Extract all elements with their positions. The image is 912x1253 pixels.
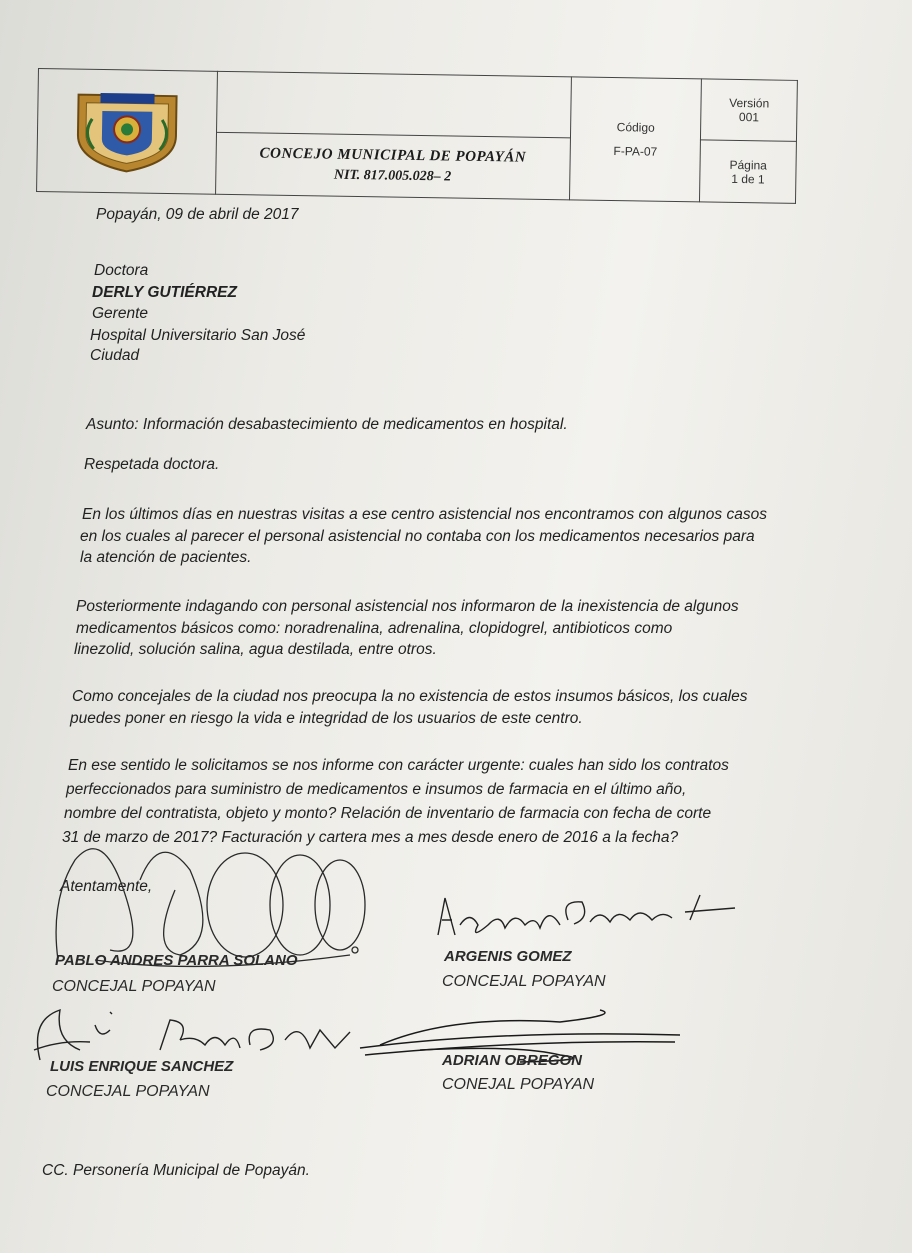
signatory-role: CONCEJAL POPAYAN — [52, 978, 216, 995]
signatory-role: CONCEJAL POPAYAN — [46, 1083, 210, 1100]
paragraph3-line: Como concejales de la ciudad nos preocupa la no existencia de estos insumos básicos, los cuales — [72, 688, 748, 705]
paragraph4-line: En ese sentido le solicitamos se nos informe con carácter urgente: cuales han sido los contratos — [68, 757, 729, 774]
code-value: F-PA-07 — [613, 144, 658, 159]
recipient-institution: Hospital Universitario San José — [90, 327, 306, 344]
signatory-name: ARGENIS GOMEZ — [444, 948, 572, 965]
logo-cell — [37, 69, 217, 195]
carbon-copy: CC. Personería Municipal de Popayán. — [42, 1162, 310, 1179]
paragraph2-line: Posteriormente indagando con personal asistencial nos informaron de la inexistencia de algunos — [76, 598, 739, 615]
version-label: Versión — [729, 95, 770, 111]
letter-closing: Atentamente, — [60, 878, 153, 895]
title-cell — [215, 132, 570, 200]
signature-pablo — [56, 849, 365, 967]
code-label: Código — [616, 120, 655, 135]
paragraph1-line: la atención de pacientes. — [80, 549, 252, 566]
recipient-name: DERLY GUTIÉRREZ — [92, 284, 237, 301]
paragraph4-line: perfeccionados para suministro de medicamentos e insumos de farmacia en el último año, — [66, 781, 687, 798]
page-cell — [700, 140, 797, 203]
paragraph1-line: en los cuales al parecer el personal asistencial no contaba con los medicamentos necesarios para — [80, 528, 755, 545]
signatory-name: PABLO ANDRES PARRA SOLANO — [55, 952, 298, 969]
signature-luis — [34, 1010, 350, 1060]
code-cell — [569, 77, 701, 202]
recipient-position: Gerente — [92, 305, 149, 322]
version-value: 001 — [738, 110, 760, 125]
letter-subject: Asunto: Información desabastecimiento de medicamentos en hospital. — [86, 416, 568, 433]
paragraph2-line: medicamentos básicos como: noradrenalina, adrenalina, clopidogrel, antibioticos como — [76, 620, 673, 637]
signatory-name: ADRIAN OBREGON — [442, 1052, 583, 1069]
page-label: Página — [729, 157, 768, 172]
paragraph1-line: En los últimos días en nuestras visitas a ese centro asistencial nos encontramos con algunos casos — [82, 506, 767, 523]
paragraph4-line: nombre del contratista, objeto y monto? Relación de inventario de farmacia con fecha de corte — [64, 805, 712, 822]
recipient-city: Ciudad — [90, 347, 140, 364]
letter-salutation: Respetada doctora. — [84, 456, 220, 473]
signatory-role: CONEJAL POPAYAN — [442, 1076, 595, 1093]
letter-date: Popayán, 09 de abril de 2017 — [96, 206, 299, 223]
version-cell — [701, 79, 798, 141]
document-header — [36, 68, 798, 208]
signatory-role: CONCEJAL POPAYAN — [442, 973, 606, 990]
recipient-title: Doctora — [94, 262, 149, 279]
concejo-logo — [71, 89, 182, 175]
signature-argenis — [438, 895, 735, 935]
signatory-name: LUIS ENRIQUE SANCHEZ — [50, 1058, 234, 1075]
organization-name: CONCEJO MUNICIPAL DE POPAYÁN — [259, 145, 527, 166]
paragraph3-line: puedes poner en riesgo la vida e integridad de los usuarios de este centro. — [70, 710, 583, 727]
paragraph4-line: 31 de marzo de 2017? Facturación y cartera mes a mes desde enero de 2016 a la fecha? — [62, 829, 679, 846]
organization-nit: NIT. 817.005.028– 2 — [333, 167, 452, 185]
title-top-cell — [216, 71, 571, 138]
page-value: 1 de 1 — [731, 171, 765, 186]
paragraph2-line: linezolid, solución salina, agua destilada, entre otros. — [74, 641, 437, 658]
